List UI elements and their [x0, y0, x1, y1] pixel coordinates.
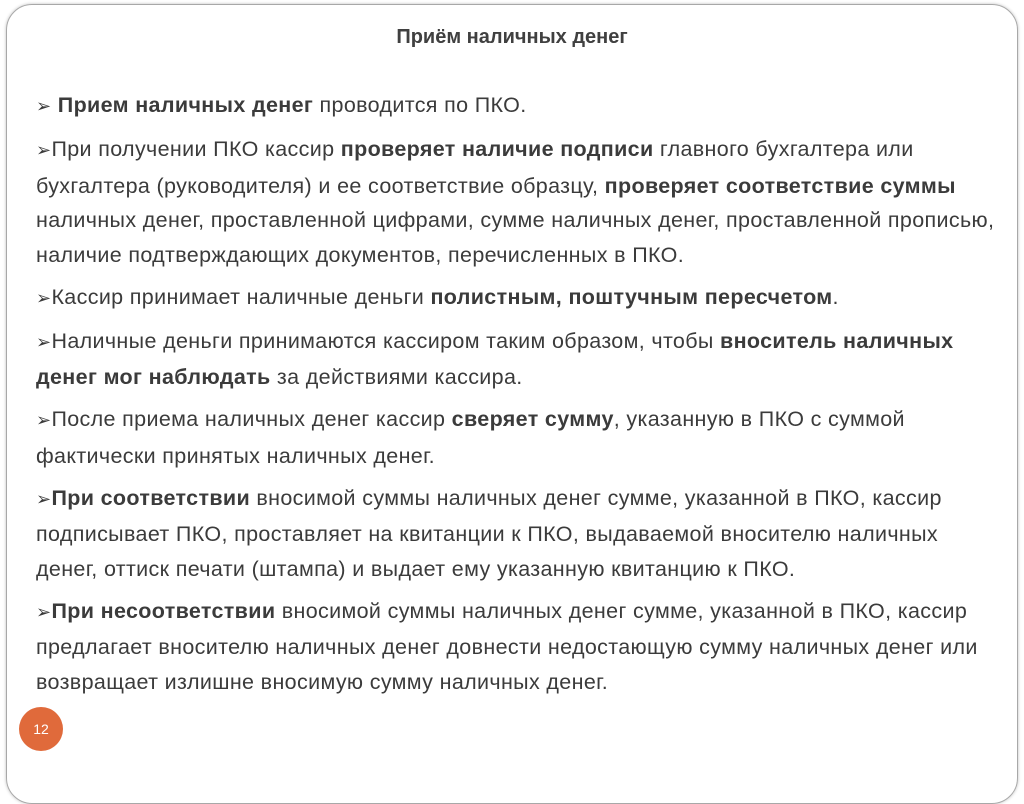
- bullet-item: [36, 481, 998, 587]
- bullet-item: [36, 280, 998, 317]
- arrow-bullet-icon: ➢: [36, 140, 52, 161]
- bold-text: сверяет сумму: [451, 407, 614, 431]
- arrow-bullet-icon: ➢: [36, 601, 52, 623]
- bold-text: полистным, поштучным пересчетом: [430, 284, 833, 309]
- bold-text: вноситель наличных денег мог наблюдать: [36, 328, 954, 389]
- page-number-badge: 12: [19, 707, 63, 751]
- body-text: .: [832, 284, 839, 309]
- arrow-bullet-icon: ➢: [36, 96, 52, 117]
- bold-text: Прием наличных денег: [57, 93, 314, 117]
- arrow-bullet-icon: ➢: [36, 488, 52, 510]
- bullet-list: [36, 88, 998, 699]
- body-text: вносимой суммы наличных денег сумме, указанной в ПКО, кассир предлагает вносителю наличных денег довнести недостающую сумму наличных денег или возвращает излишне вносимую сумму наличных денег.: [36, 598, 978, 694]
- body-text: После приема наличных денег кассир: [51, 407, 452, 431]
- arrow-bullet-icon: ➢: [36, 287, 52, 309]
- body-text: наличных денег, проставленной цифрами, сумме наличных денег, проставленной прописью, наличие подтверждающих документов, перечисленных в ПКО.: [36, 208, 995, 267]
- body-text: главного бухгалтера или бухгалтера (руководителя) и ее соответствие образцу,: [36, 137, 914, 198]
- body-text: , указанную в ПКО с суммой фактически принятых наличных денег.: [36, 407, 905, 468]
- body-text: вносимой суммы наличных денег сумме, указанной в ПКО, кассир подписывает ПКО, проставляет на квитанции к ПКО, выдаваемой вносителю наличных денег, оттиск печати (штампа) и выдает ему указанную квитанцию к ПКО.: [36, 485, 942, 581]
- bold-text: проверяет наличие подписи: [340, 137, 654, 161]
- arrow-bullet-icon: ➢: [36, 410, 52, 431]
- body-text: Наличные деньги принимаются кассиром таким образом, чтобы: [51, 328, 720, 353]
- body-text: Кассир принимает наличные деньги: [51, 284, 431, 309]
- bullet-item: [36, 402, 998, 473]
- bold-text: При соответствии: [51, 485, 251, 510]
- bold-text: проверяет соответствие суммы: [604, 173, 956, 198]
- bullet-item: [36, 132, 998, 272]
- body-text: проводится по ПКО.: [313, 93, 527, 117]
- body-text: за действиями кассира.: [270, 365, 523, 389]
- bullet-item: [36, 594, 998, 700]
- arrow-bullet-icon: ➢: [36, 331, 52, 353]
- bullet-item: [36, 88, 998, 125]
- slide-title: Приём наличных денег: [396, 26, 628, 48]
- body-text: При получении ПКО кассир: [51, 137, 341, 161]
- bold-text: При несоответствии: [51, 598, 276, 623]
- bullet-item: [36, 324, 998, 395]
